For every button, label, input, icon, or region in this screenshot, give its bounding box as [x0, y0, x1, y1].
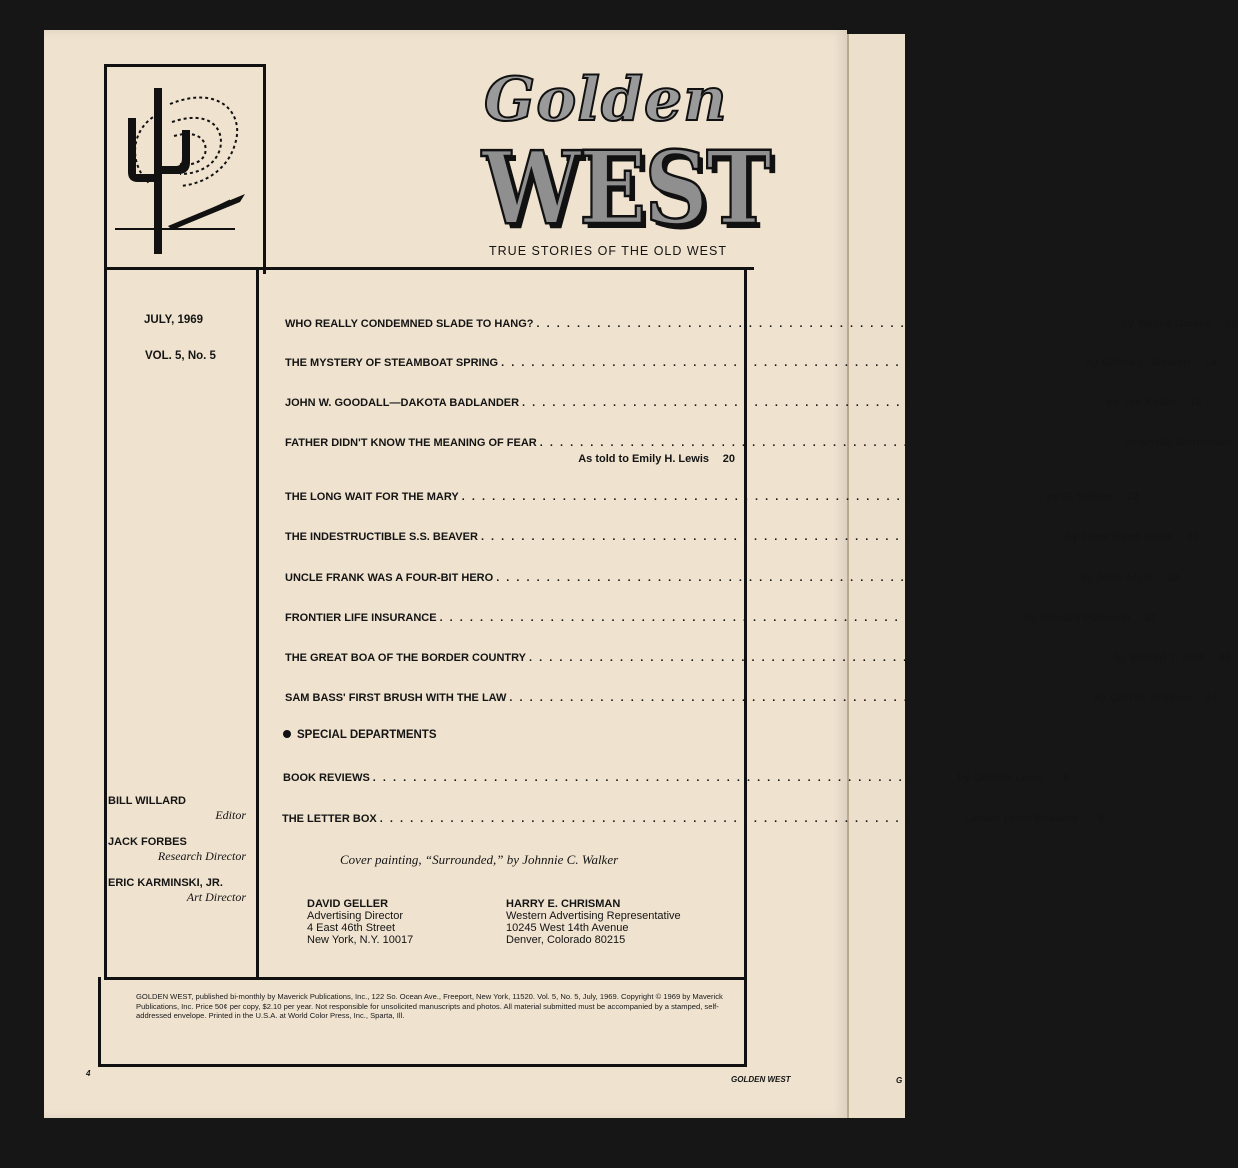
frame-line [744, 977, 747, 1067]
toc-entry [285, 437, 1233, 453]
toc-entry [283, 772, 1070, 788]
toc-title: SAM BASS' FIRST BRUSH WITH THE LAW [285, 692, 507, 704]
toc-leader: . . . . . . . . . . . . . . . . . . . . . . . . . . . . . . . . . . . . . . . . . . . . . . . . . . . . . . . . . . [496, 572, 1078, 584]
toc-byline: by Carl W. Breihan [1093, 692, 1192, 704]
toc-entry [285, 318, 1238, 334]
toc-entry [285, 357, 1217, 373]
frame-line [263, 64, 266, 274]
frame-line [256, 267, 259, 980]
issue-volume: VOL. 5, No. 5 [145, 350, 216, 362]
toc-entry [285, 572, 1180, 588]
toc-byline-secondary: As told to Emily H. Lewis [578, 453, 709, 465]
toc-entry [285, 397, 1202, 413]
toc-page-number: 16 [1189, 397, 1202, 409]
contact-line: New York, N.Y. 10017 [307, 934, 414, 946]
toc-byline: by John Alger [1080, 572, 1154, 584]
advertising-contact-west [506, 898, 681, 946]
masthead-title-west: WEST [482, 129, 770, 247]
toc-title: FRONTIER LIFE INSURANCE [285, 612, 437, 624]
toc-leader: . . . . . . . . . . . . . . . . . . . . . . . . . . . . . . . . . . . . . . . . . . . . . . . . . . . . . . . . . . [480, 531, 1063, 543]
publication-imprint: GOLDEN WEST, published bi-monthly by Maverick Publications, Inc., 122 So. Ocean Ave., Freeport, New York, 11520. Vol. 5, No. 5, July, 1969. Copyright © 1969 by Maverick Publications, Inc. Price 50¢ per copy, $2.10 per year. Not responsible for unsolicited manuscripts and photos. All material submitted must be accompanied by a stamped, self-addressed envelope. Printed in the U.S.A. at World Color Press, Inc., Sparta, Ill. [136, 992, 723, 1020]
toc-entry [285, 692, 1218, 708]
toc-page-number: 33 [1218, 652, 1231, 664]
toc-leader: . . . . . . . . . . . . . . . . . . . . . . . . . . . . . . . . . . . . . . . . . . . . . . . . . . . . . . . . . . [509, 692, 1091, 704]
staff-role: Editor [215, 808, 246, 822]
toc-title: THE INDESTRUCTIBLE S.S. BEAVER [285, 531, 478, 543]
toc-title: BOOK REVIEWS [283, 772, 370, 784]
toc-page-number: 32 [1144, 612, 1157, 624]
toc-byline: by Wilfred T. Neill [1113, 652, 1205, 664]
toc-byline: by Celesta Lowe [957, 772, 1044, 784]
contact-line: 4 East 46th Street [307, 922, 396, 934]
next-page-running-head: G [896, 1076, 903, 1085]
page-number: 4 [86, 1069, 91, 1078]
contact-line: 10245 West 14th Avenue [506, 922, 629, 934]
cactus-logo-icon [110, 74, 260, 264]
toc-page-number: 10 [1225, 318, 1238, 330]
running-head: GOLDEN WEST [731, 1075, 791, 1084]
toc-entry [285, 531, 1199, 547]
toc-page-number: 6 [1063, 772, 1070, 784]
toc-byline: by G. Sellers [1046, 491, 1113, 503]
contact-name: HARRY E. CHRISMAN [506, 898, 621, 910]
toc-byline: Letters From Readers [964, 813, 1078, 825]
toc-leader: . . . . . . . . . . . . . . . . . . . . . . . . . . . . . . . . . . . . . . . . . . . . . . . . . . . . . . . . . . [379, 813, 962, 825]
toc-byline: by Howard Peterson [1024, 612, 1131, 624]
toc-byline: by Joe Koller [1106, 397, 1176, 409]
toc-leader: . . . . . . . . . . . . . . . . . . . . . . . . . . . . . . . . . . . . . . . . . . . . . . . . . . . . . . . . . . [501, 357, 1083, 369]
toc-leader: . . . . . . . . . . . . . . . . . . . . . . . . . . . . . . . . . . . . . . . . . . . . . . . . . . . . . . . . . . [439, 612, 1022, 624]
toc-leader: . . . . . . . . . . . . . . . . . . . . . . . . . . . . . . . . . . . . . . . . . . . . . . . . . . . . . . . . . . [539, 437, 1122, 449]
special-departments-label: SPECIAL DEPARTMENTS [297, 729, 437, 741]
frame-line [98, 1064, 747, 1067]
toc-leader: . . . . . . . . . . . . . . . . . . . . . . . . . . . . . . . . . . . . . . . . . . . . . . . . . . . . . . . . . . [528, 652, 1111, 664]
toc-page-number: 28 [1167, 572, 1180, 584]
staff-name: ERIC KARMINSKI, JR. [108, 877, 223, 889]
toc-leader: . . . . . . . . . . . . . . . . . . . . . . . . . . . . . . . . . . . . . . . . . . . . . . . . . . . . . . . . . . [536, 318, 1118, 330]
toc-title: THE LETTER BOX [282, 813, 377, 825]
toc-byline: by Editha L. Watson [1085, 357, 1191, 369]
toc-entry [285, 491, 1139, 507]
toc-title: THE GREAT BOA OF THE BORDER COUNTRY [285, 652, 526, 664]
toc-entry [285, 652, 1231, 668]
toc-leader: . . . . . . . . . . . . . . . . . . . . . . . . . . . . . . . . . . . . . . . . . . . . . . . . . . . . . . . . . . [461, 491, 1044, 503]
frame-line [104, 267, 754, 270]
toc-page-number: 8 [1097, 813, 1104, 825]
toc-byline: by Wayne Darwin [1121, 318, 1212, 330]
contact-line: Western Advertising Representative [506, 910, 681, 922]
toc-byline: by Flora Weed Hicks [1065, 531, 1173, 543]
toc-entry [282, 813, 1104, 829]
toc-title: THE LONG WAIT FOR THE MARY [285, 491, 459, 503]
toc-title: UNCLE FRANK WAS A FOUR-BIT HERO [285, 572, 494, 584]
toc-title: THE MYSTERY OF STEAMBOAT SPRING [285, 357, 499, 369]
frame-line [104, 64, 266, 67]
toc-title: FATHER DIDN'T KNOW THE MEANING OF FEAR [285, 437, 537, 449]
frame-line [98, 977, 101, 1067]
toc-leader: . . . . . . . . . . . . . . . . . . . . . . . . . . . . . . . . . . . . . . . . . . . . . . . . . . . . . . . . . . [372, 772, 955, 784]
toc-entry [285, 612, 1157, 628]
toc-page-number: 26 [1186, 531, 1199, 543]
staff-name: JACK FORBES [108, 836, 187, 848]
frame-line [104, 977, 747, 980]
toc-leader: . . . . . . . . . . . . . . . . . . . . . . . . . . . . . . . . . . . . . . . . . . . . . . . . . . . . . . . . . . [522, 397, 1104, 409]
toc-page-number: 20 [722, 453, 735, 465]
toc-page-number: 14 [1204, 357, 1217, 369]
special-departments-heading [283, 729, 437, 741]
cover-credit: Cover painting, “Surrounded,” by Johnnie C. Walker [340, 852, 619, 867]
contact-line: Advertising Director [307, 910, 403, 922]
toc-byline: by Myrtle Wordeman [1124, 437, 1233, 449]
toc-page-number: 34 [1204, 692, 1218, 704]
contact-name: DAVID GELLER [307, 898, 389, 910]
frame-line [104, 64, 107, 980]
contact-line: Denver, Colorado 80215 [506, 934, 626, 946]
bullet-icon [283, 730, 291, 738]
staff-role: Art Director [186, 890, 246, 904]
masthead-title-golden: Golden [484, 65, 728, 135]
toc-entry-continuation [285, 453, 735, 469]
staff-role: Research Director [157, 849, 246, 863]
toc-title: JOHN W. GOODALL—DAKOTA BADLANDER [285, 397, 520, 409]
toc-page-number: 22 [1126, 491, 1139, 503]
staff-name: BILL WILLARD [108, 795, 187, 807]
toc-title: WHO REALLY CONDEMNED SLADE TO HANG? [285, 318, 534, 330]
masthead-tagline: TRUE STORIES OF THE OLD WEST [489, 244, 727, 258]
issue-date: JULY, 1969 [144, 314, 204, 326]
advertising-contact-east [307, 898, 413, 946]
